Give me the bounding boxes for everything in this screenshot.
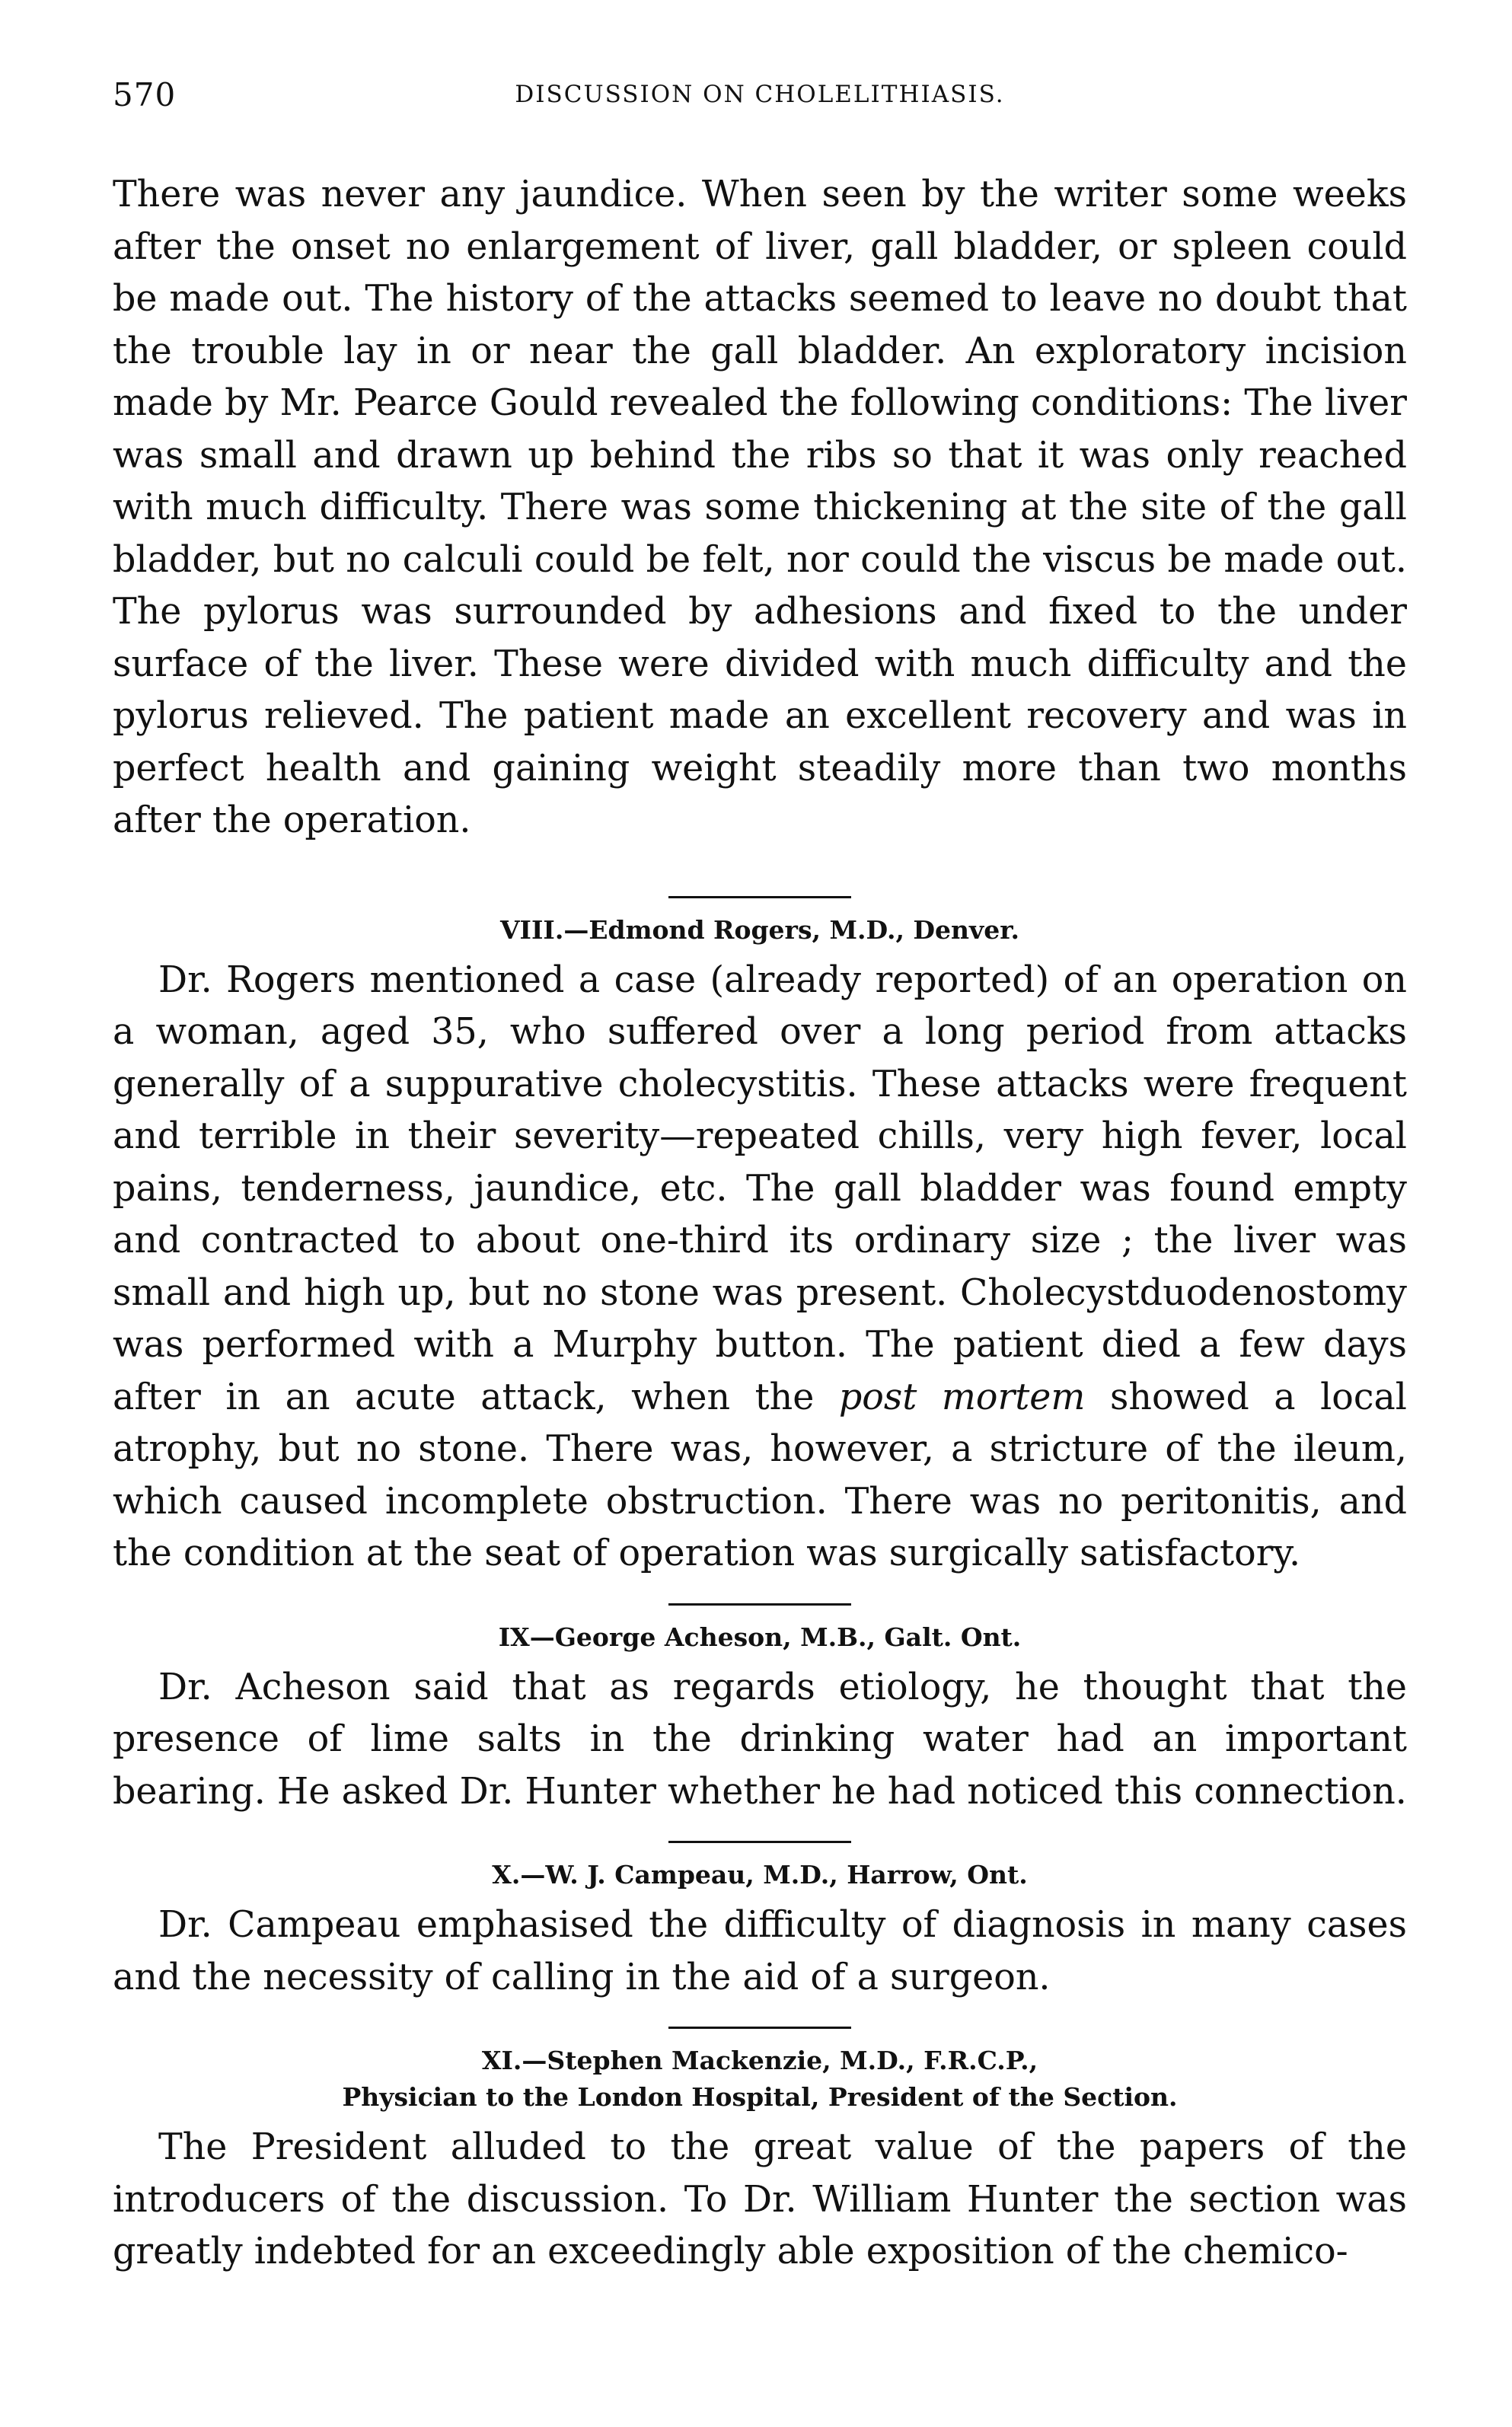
section-subheading-mackenzie: Physician to the London Hospital, President of the Section. xyxy=(342,2082,1178,2112)
section-text-rogers xyxy=(113,955,1407,1580)
section-heading-mackenzie: XI.—Stephen Mackenzie, M.D., F.R.C.P., xyxy=(481,2046,1038,2075)
running-head xyxy=(113,76,1407,122)
page-number: 570 xyxy=(113,76,177,113)
opening-paragraph: There was never any jaundice. When seen by the writer some weeks after the onset no enlargement of liver, gall bladder, or spleen could be made out. The history of the attacks seemed to leave no doubt that the trouble lay in or near the gall bladder. An exploratory incision made by Mr. Pearce Gould revealed the following conditions: The liver was small and drawn up behind the ribs so that it was only reached with much difficulty. There was some thickening at the site of the gall bladder, but no calculi could be felt, nor could the viscus be made out. The pylorus was surrounded by adhesions and fixed to the under surface of the liver. These were divided with much difficulty and the pylorus relieved. The patient made an excellent recovery and was in perfect health and gaining weight steadily more than two months after the operation. xyxy=(113,174,1407,841)
section-text-campeau: Dr. Campeau emphasised the difficulty of diagnosis in many cases and the necessity of calling in the aid of a surgeon. xyxy=(113,1904,1407,1998)
running-title: DISCUSSION ON CHOLELITHIASIS. xyxy=(515,81,1005,108)
section-text-rogers-part-2: showed a local atrophy, but no stone. There was, however, a stricture of the ileum, which caused incomplete obstruction. There was no peritonitis, and the condition at the seat of operation was surgically satisfactory. xyxy=(113,1376,1407,1574)
section-text-mackenzie: The President alluded to the great value of the papers of the introducers of the discussion. To Dr. William Hunter the section was greatly indebted for an exceedingly able exposition of the chemico- xyxy=(113,2126,1407,2272)
section-text-rogers-part-1: Dr. Rogers mentioned a case (already reported) of an operation on a woman, aged 35, who suffered over a long period from attacks generally of a suppurative cholecystitis. These attacks were frequent and terrible in their severity—repeated chills, very high fever, local pains, tenderness, jaundice, etc. The gall bladder was found empty and contracted to about one-third its ordinary size ; the liver was small and high up, but no stone was present. Cholecystduodenostomy was performed with a Murphy button. The patient died a few days after in an acute attack, when the xyxy=(113,958,1407,1418)
italic-post-mortem: post mortem xyxy=(838,1376,1086,1418)
document-page xyxy=(113,76,1407,2279)
section-text-acheson: Dr. Acheson said that as regards etiology, he thought that the presence of lime salts in the drinking water had an important bearing. He asked Dr. Hunter whether he had noticed this connection. xyxy=(113,1666,1407,1813)
section-heading-campeau: X.—W. J. Campeau, M.D., Harrow, Ont. xyxy=(492,1860,1028,1890)
section-heading-rogers: VIII.—Edmond Rogers, M.D., Denver. xyxy=(499,914,1020,945)
section-heading-acheson: IX—George Acheson, M.B., Galt. Ont. xyxy=(498,1622,1022,1652)
